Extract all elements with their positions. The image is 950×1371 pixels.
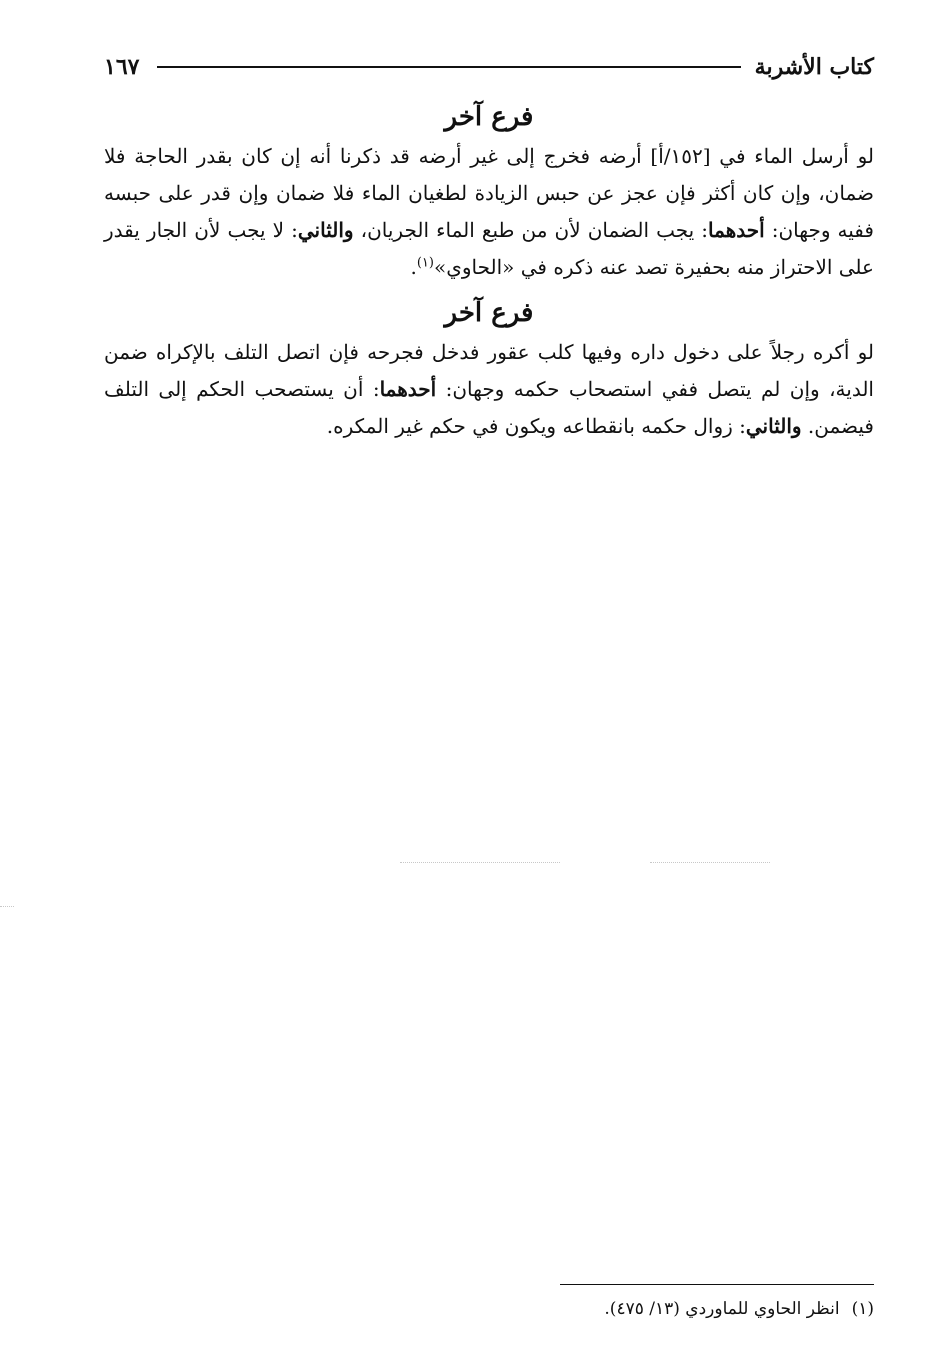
bold-term: أحدهما — [379, 377, 437, 401]
scan-artifact — [400, 862, 560, 863]
text-run: : لا يجب لأن الجار يقدر على الاحتراز منه بحفيرة تصد عنه ذكره في «الحاوي» — [104, 218, 874, 279]
footnote-text: انظر الحاوي للماوردي (١٣/ ٤٧٥). — [604, 1299, 840, 1319]
running-header — [104, 50, 874, 84]
scan-artifact — [0, 906, 14, 907]
section-heading: فرع آخر — [444, 298, 534, 328]
text-run: . — [410, 255, 417, 279]
main-text — [104, 96, 874, 445]
text-run: : زوال حكمه بانقطاعه ويكون في حكم غير المكره. — [326, 414, 746, 438]
footnote — [104, 1296, 874, 1322]
section-paragraph — [104, 334, 874, 445]
section-heading: فرع آخر — [444, 102, 534, 132]
header-rule — [157, 66, 740, 68]
footnote-rule — [560, 1284, 874, 1285]
book-title: كتاب الأشربة — [754, 54, 874, 80]
section-paragraph — [104, 138, 874, 286]
scan-artifact — [650, 862, 770, 863]
text-run: لو أرسل الماء في [١٥٢/أ] أرضه فخرج إلى غير أرضه قد ذكرنا أنه إن كان بقدر الحاجة فلا ضمان، وإن كان أكثر فإن عجز عن حبس الزيادة لطغيان الماء فلا ضمان وإن قدر على حبسه ففيه وجهان: — [104, 144, 875, 242]
bold-term: والثاني — [745, 414, 802, 438]
bold-term: أحدهما — [708, 218, 765, 242]
text-run: : أن يستصحب الحكم إلى التلف فيضمن. — [104, 377, 874, 438]
footnote-number: (١) — [851, 1299, 874, 1319]
page-number: ١٦٧ — [104, 54, 140, 80]
bold-term: والثاني — [297, 218, 354, 242]
text-run: : يجب الضمان لأن من طبع الماء الجريان، — [353, 218, 709, 242]
text-run: لو أكره رجلاً على دخول داره وفيها كلب عقور فدخل فجرحه فإن اتصل التلف بالإكراه ضمن الدية، وإن لم يتصل ففي استصحاب حكمه وجهان: — [104, 340, 874, 401]
footnote-reference: (١) — [416, 255, 434, 271]
